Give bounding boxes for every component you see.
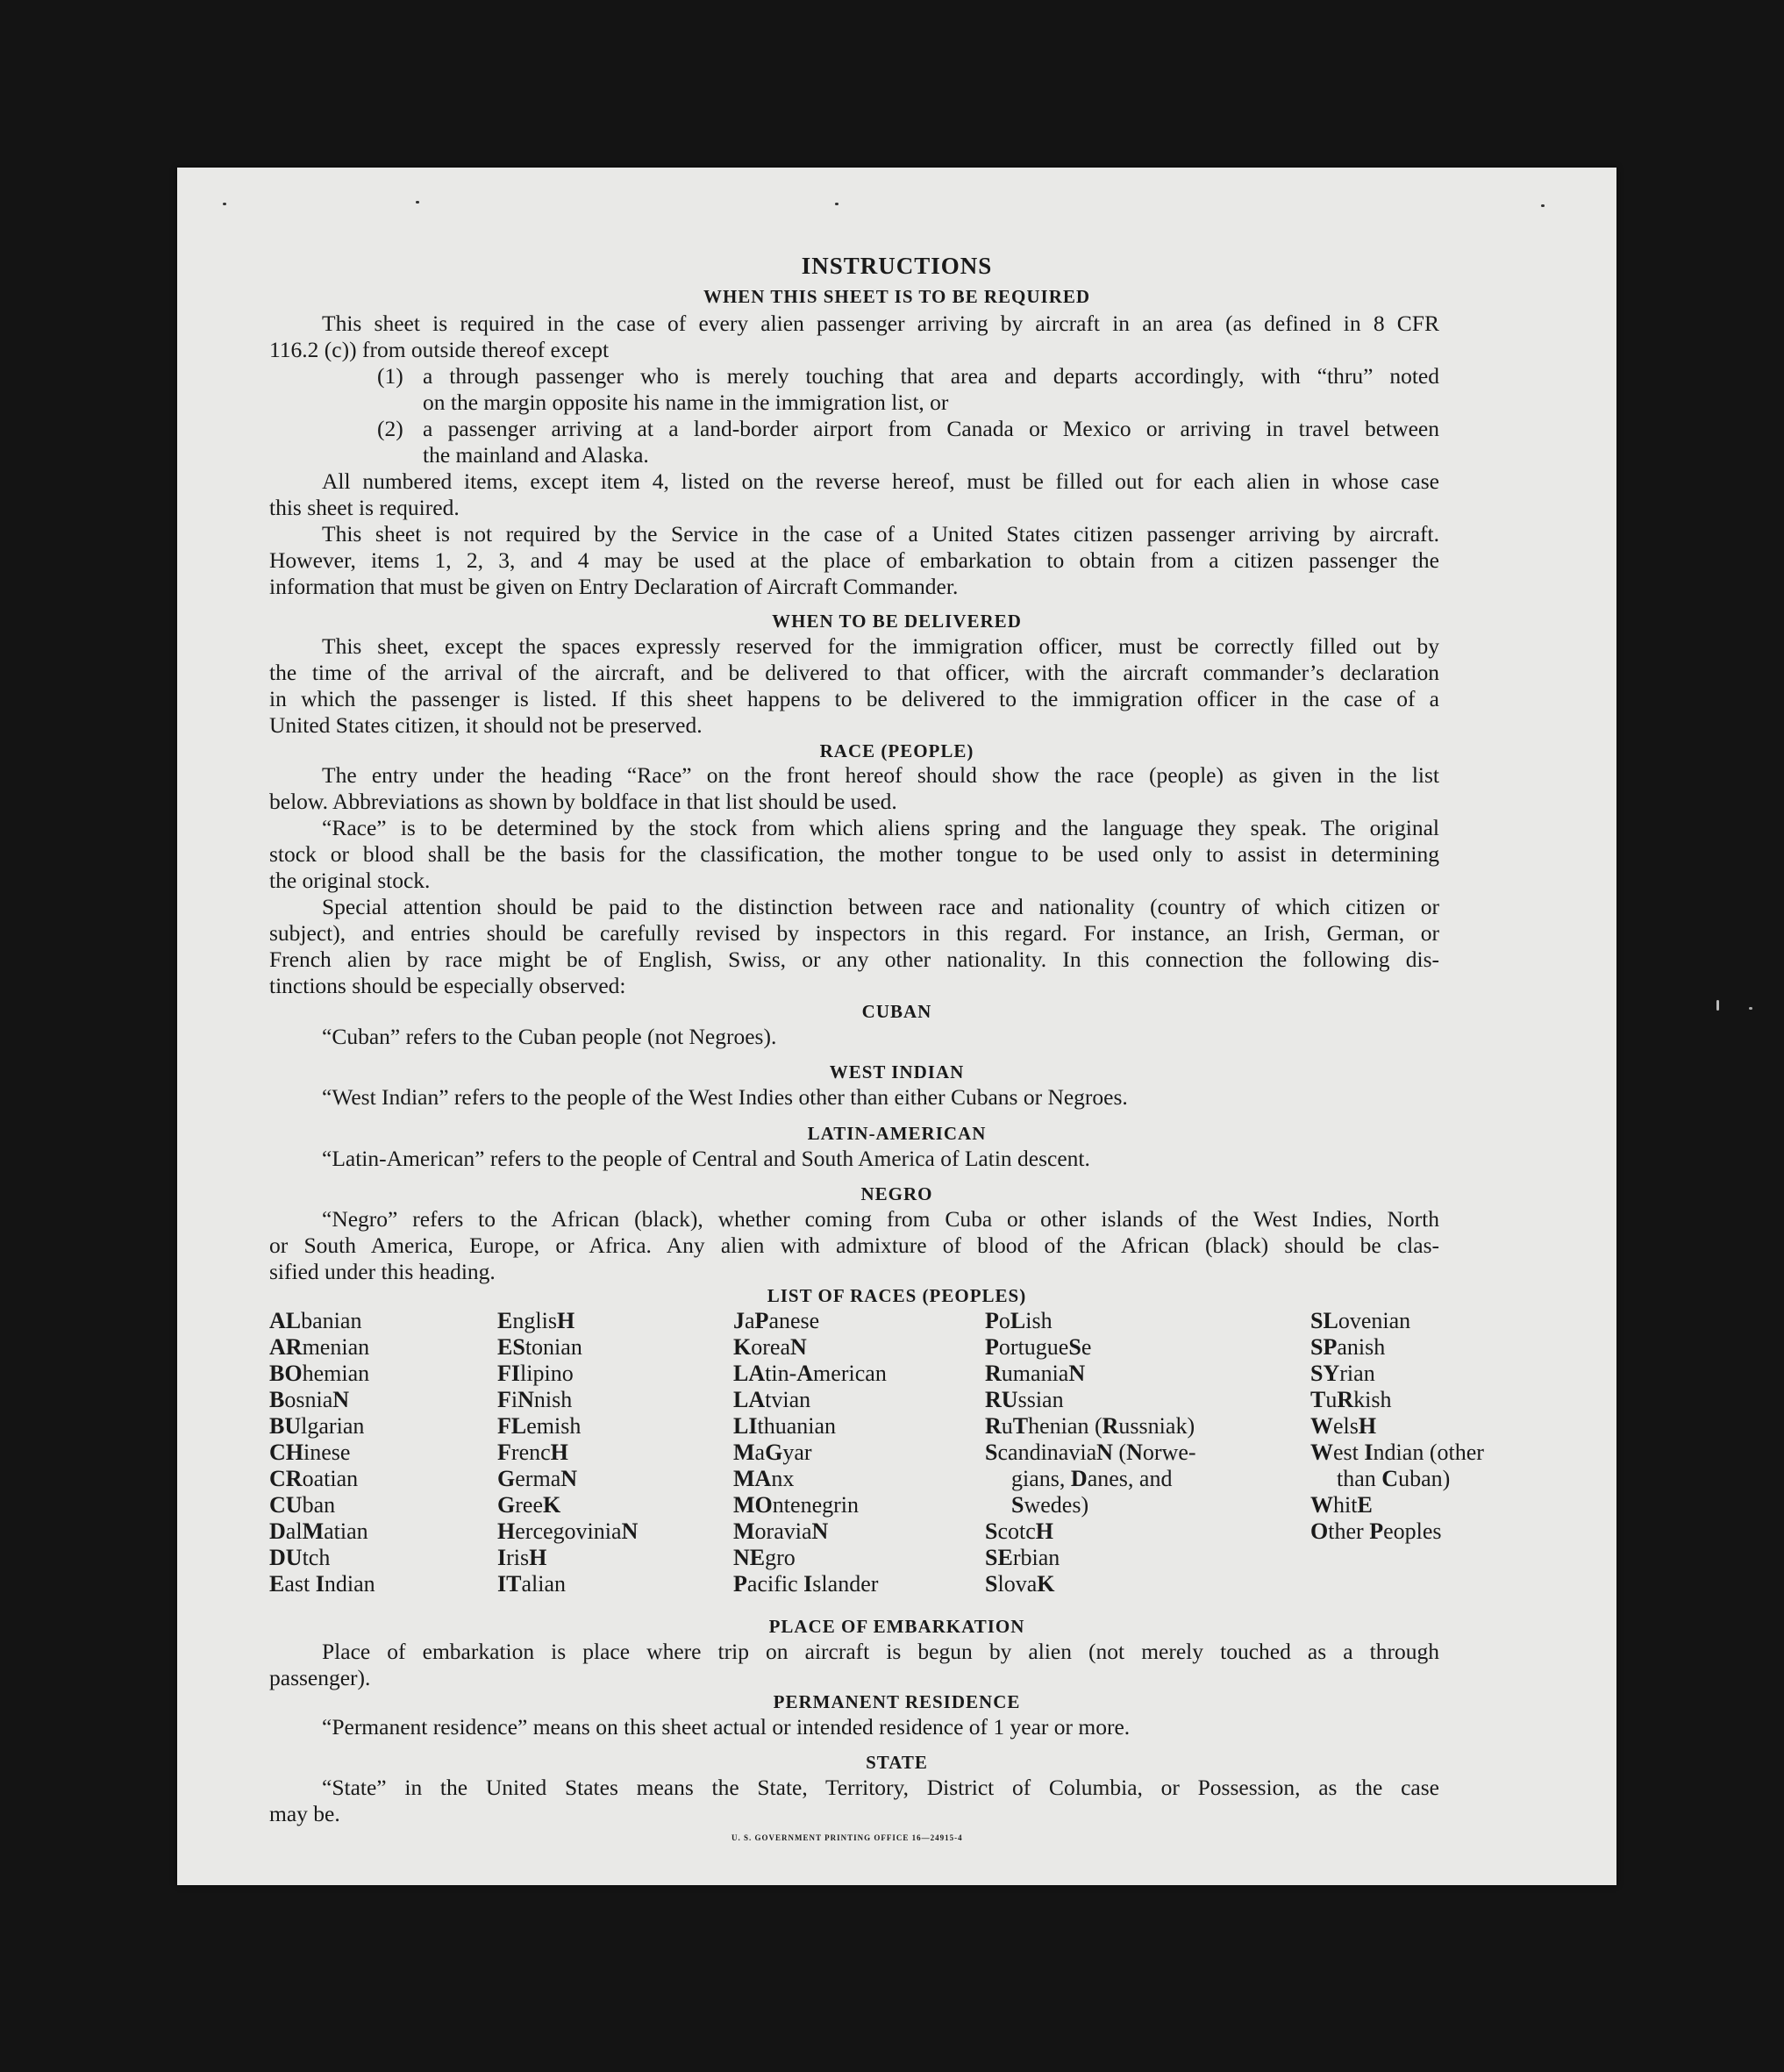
text-line: sified under this heading. (269, 1259, 496, 1284)
race-item: SErbian (985, 1545, 1060, 1570)
text-line: may be. (269, 1801, 340, 1826)
heading-state: STATE (866, 1752, 928, 1773)
text-line: “Negro” refers to the African (black), whether coming from Cuba or other islands of the West Indies, North (322, 1206, 1439, 1232)
text-line: passenger). (269, 1665, 371, 1690)
text-line: the original stock. (269, 868, 431, 893)
race-item: CUban (269, 1492, 336, 1518)
dust-speck (1749, 1007, 1752, 1010)
text-line: stock or blood shall be the basis for the classification, the mother tongue to be used only to assist in determining (269, 841, 1439, 867)
text-line: information that must be given on Entry Declaration of Aircraft Commander. (269, 574, 959, 599)
race-item: LAtvian (733, 1387, 811, 1412)
race-item: MAnx (733, 1466, 795, 1491)
race-item: GreeK (497, 1492, 561, 1518)
text-line: “Latin-American” refers to the people of Central and South America of Latin descent. (322, 1146, 1090, 1171)
race-item: ALbanian (269, 1308, 362, 1333)
text-line: on the margin opposite his name in the immigration list, or (423, 389, 949, 415)
heading-west-indian: WEST INDIAN (829, 1061, 965, 1082)
race-item: WhitE (1310, 1492, 1373, 1518)
race-item: FiNnish (497, 1387, 573, 1412)
race-item: EStonian (497, 1334, 582, 1360)
race-item: RuThenian (Russniak) (985, 1413, 1195, 1439)
race-item: TuRkish (1310, 1387, 1392, 1412)
printer-imprint: U. S. GOVERNMENT PRINTING OFFICE 16—24915-4 (731, 1833, 963, 1842)
race-item: RumaniaN (985, 1361, 1086, 1386)
race-item: LIthuanian (733, 1413, 837, 1439)
race-column (1310, 1308, 1484, 1545)
race-item: gians, Danes, and (1011, 1466, 1173, 1491)
text-line: this sheet is required. (269, 495, 460, 520)
race-item: East Indian (269, 1571, 375, 1597)
text-line: “Cuban” refers to the Cuban people (not Negroes). (322, 1024, 777, 1049)
text-line: below. Abbreviations as shown by boldface in that list should be used. (269, 789, 897, 814)
race-item: PortugueSe (985, 1334, 1092, 1360)
race-item: BOhemian (269, 1361, 370, 1386)
document-sheet (177, 168, 1616, 1885)
text-line: “West Indian” refers to the people of the West Indies other than either Cubans or Negroes. (322, 1084, 1128, 1110)
race-item: SPanish (1310, 1334, 1386, 1360)
text-line: subject), and entries should be carefully revised by inspectors in this regard. For instance, an Irish, German, or (269, 920, 1439, 946)
race-item: West Indian (other (1310, 1440, 1484, 1465)
text-line: Place of embarkation is place where trip on aircraft is begun by alien (not merely touched as a through (322, 1639, 1439, 1664)
race-item: ARmenian (269, 1334, 370, 1360)
race-item: FLemish (497, 1413, 582, 1439)
heading-race: RACE (PEOPLE) (819, 740, 974, 761)
race-item: DUtch (269, 1545, 331, 1570)
race-item: Swedes) (1011, 1492, 1089, 1518)
text-line: “State” in the United States means the State, Territory, District of Columbia, or Possession, as the case (322, 1775, 1439, 1800)
dust-speck (1541, 204, 1545, 207)
text-line: the time of the arrival of the aircraft, and be delivered to that officer, with the aircraft commander’s declaration (269, 660, 1439, 685)
race-item: WelsH (1310, 1413, 1377, 1439)
dust-speck (1716, 1000, 1719, 1011)
text-line: This sheet is required in the case of every alien passenger arriving by aircraft in an area (as defined in 8 CFR (322, 311, 1439, 336)
race-item: EnglisH (497, 1308, 575, 1333)
item-number: (1) (377, 363, 403, 389)
text-line: the mainland and Alaska. (423, 442, 649, 468)
dust-speck (223, 203, 226, 205)
race-item: SlovaK (985, 1571, 1055, 1597)
text-line: This sheet, except the spaces expressly reserved for the immigration officer, must be correctly filled out by (322, 633, 1439, 659)
heading-latin-american: LATIN-AMERICAN (807, 1123, 987, 1144)
race-column (733, 1308, 887, 1597)
text-line: in which the passenger is listed. If this sheet happens to be delivered to the immigration officer in the case of a (269, 686, 1439, 711)
text-line: “Permanent residence” means on this sheet actual or intended residence of 1 year or more. (322, 1714, 1131, 1740)
race-item: BosniaN (269, 1387, 350, 1412)
heading-cuban: CUBAN (861, 1001, 932, 1022)
race-item: ScandinaviaN (Norwe- (985, 1440, 1196, 1465)
race-item: FIlipino (497, 1361, 574, 1386)
text-line: or South America, Europe, or Africa. Any alien with admixture of blood of the African (black) should be clas- (269, 1232, 1439, 1258)
heading-list-of-races: LIST OF RACES (PEOPLES) (767, 1285, 1027, 1306)
race-item: SYrian (1310, 1361, 1375, 1386)
race-item: GermaN (497, 1466, 578, 1491)
race-item: RUssian (985, 1387, 1064, 1412)
race-item: MaGyar (733, 1440, 812, 1465)
race-item: CHinese (269, 1440, 351, 1465)
heading-permanent-residence: PERMANENT RESIDENCE (773, 1691, 1021, 1712)
heading-place-of-embarkation: PLACE OF EMBARKATION (768, 1616, 1025, 1637)
dust-speck (416, 201, 419, 204)
page-title: INSTRUCTIONS (801, 253, 993, 279)
race-item: than Cuban) (1337, 1466, 1451, 1491)
race-item: CRoatian (269, 1466, 359, 1491)
race-item: MoraviaN (733, 1518, 829, 1544)
race-item: NEgro (733, 1545, 796, 1570)
race-item: LAtin-American (733, 1361, 887, 1386)
text-line: However, items 1, 2, 3, and 4 may be used at the place of embarkation to obtain from a citizen passenger the (269, 547, 1439, 573)
race-item: KoreaN (733, 1334, 807, 1360)
text-line: French alien by race might be of English, Swiss, or any other nationality. In this connection the following dis- (269, 947, 1439, 972)
race-column (985, 1308, 1196, 1597)
text-line: tinctions should be especially observed: (269, 973, 626, 998)
text-line: All numbered items, except item 4, listed on the reverse hereof, must be filled out for each alien in whose case (322, 468, 1439, 494)
dust-speck (835, 203, 838, 205)
race-item: ITalian (497, 1571, 567, 1597)
text-line: a through passenger who is merely touching that area and departs accordingly, with “thru” noted (423, 363, 1439, 389)
text-line: 116.2 (c)) from outside thereof except (269, 337, 610, 362)
text-line: “Race” is to be determined by the stock from which aliens spring and the language they speak. The original (322, 815, 1439, 840)
race-item: PoLish (985, 1308, 1053, 1333)
text-line: Special attention should be paid to the distinction between race and nationality (country of which citizen or (322, 894, 1439, 919)
race-item: HercegoviniaN (497, 1518, 639, 1544)
race-column (269, 1308, 375, 1597)
text-line: The entry under the heading “Race” on the front hereof should show the race (people) as given in the list (322, 762, 1439, 788)
race-item: DalMatian (269, 1518, 368, 1544)
heading-when-required: WHEN THIS SHEET IS TO BE REQUIRED (703, 286, 1091, 307)
item-number: (2) (377, 416, 403, 441)
race-column (497, 1308, 638, 1597)
race-item: ScotcH (985, 1518, 1054, 1544)
race-item: IrisH (497, 1545, 547, 1570)
text-line: United States citizen, it should not be preserved. (269, 712, 703, 738)
race-item: JaPanese (733, 1308, 820, 1333)
race-item: SLovenian (1310, 1308, 1411, 1333)
text-line: This sheet is not required by the Service in the case of a United States citizen passenger arriving by aircraft. (322, 521, 1439, 547)
heading-negro: NEGRO (860, 1183, 933, 1204)
race-item: Other Peoples (1310, 1518, 1442, 1544)
race-item: FrencH (497, 1440, 568, 1465)
text-line: a passenger arriving at a land-border airport from Canada or Mexico or arriving in travel between (423, 416, 1439, 441)
heading-when-delivered: WHEN TO BE DELIVERED (772, 611, 1022, 632)
race-item: BUlgarian (269, 1413, 365, 1439)
race-item: MOntenegrin (733, 1492, 860, 1518)
race-item: Pacific Islander (733, 1571, 879, 1597)
